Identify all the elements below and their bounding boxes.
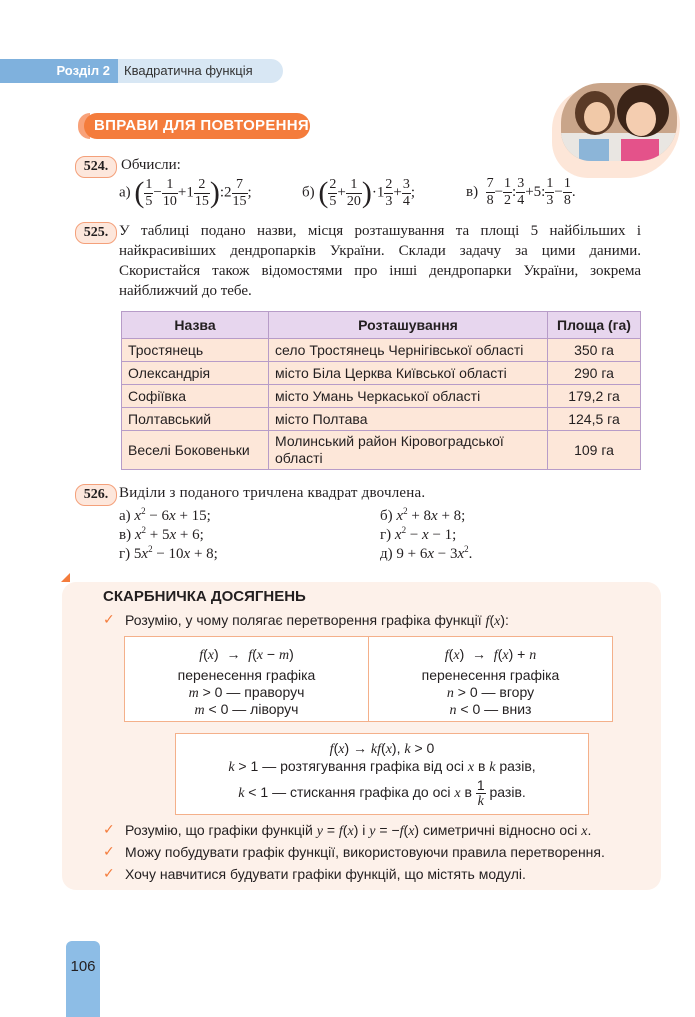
table-cell: Полтавський (122, 408, 269, 431)
column-header: Розташування (269, 312, 548, 339)
table-cell: село Тростянець Чернігівської області (269, 339, 548, 362)
exercise-526-b: б) $x^2 + 8x + 8$; (380, 506, 466, 524)
table-cell: місто Біла Церква Київської області (269, 362, 548, 385)
exercise-526-c: в) $x^2 + 5x + 6$; (119, 525, 204, 543)
check-icon: ✓ (103, 612, 115, 628)
table-cell: 109 га (548, 431, 641, 470)
check-icon: ✓ (103, 822, 115, 838)
achievement-item-4: Хочу навчитися будувати графіки функцій, що містять модулі. (125, 866, 526, 882)
exercise-526-e: г) $5x^2 - 10x + 8$; (119, 544, 218, 562)
label-b: б) (302, 184, 315, 201)
table-cell: місто Полтава (269, 408, 548, 431)
exercise-525-text: У таблиці подано назви, місця розташування та площі 5 найбільших і найкрасивіших дендропарків України. Склади задачу за цими даними. Скористайся також відомостями про інші дендропарки України, зокрема найближчий до тебе. (119, 223, 641, 299)
achievement-item-1: Розумію, у чому полягає перетворення графіка функції f(x): (125, 612, 509, 629)
label-c: в) (466, 183, 479, 200)
table-cell: 350 га (548, 339, 641, 362)
page-number-tab (66, 941, 100, 1017)
section-label: Розділ 2 (56, 63, 110, 78)
table-cell: Молинський район Кіровоградської області (269, 431, 548, 470)
topic-pill (118, 59, 283, 83)
table-cell: Олександрія (122, 362, 269, 385)
check-icon: ✓ (103, 844, 115, 860)
check-icon: ✓ (103, 866, 115, 882)
transform-stretch: f(x) → kf(x), k > 0 k > 1 — розтягування графіка від осі x в k разів, k < 1 — стискання графіка до осі x в $\frac{1}{k}$ разів. (175, 733, 589, 815)
banner-title: ВПРАВИ ДЛЯ ПОВТОРЕННЯ (94, 117, 309, 134)
table-cell: 179,2 га (548, 385, 641, 408)
table-cell: 124,5 га (548, 408, 641, 431)
dendroparks-table (121, 311, 641, 470)
exercise-526-prompt: Виділи з поданого тричлена квадрат двочлена. (119, 485, 426, 501)
exercise-526-a: а) $x^2 - 6x + 15$; (119, 506, 211, 524)
table-cell: Софіївка (122, 385, 269, 408)
transform-shift-y: f(x) → f(x) + n перенесення графіка n > 0 — вгору n < 0 — вниз (368, 636, 613, 722)
topic-label: Квадратична функція (124, 63, 253, 78)
exercise-524-number: 524. (75, 156, 117, 178)
exercise-524-b: б) ( $\frac{2}{5}$ + $\frac{1}{20}$ )·1 $\frac{2}{3}$ + $\frac{3}{4}$ ; (302, 176, 415, 209)
table-row (122, 362, 641, 385)
exercise-524-c: в) $\frac{7}{8}$ − $\frac{1}{2}$ : $\frac{3}{4}$ +5: $\frac{1}{3}$ − $\frac{1}{8}$ . (466, 176, 576, 208)
table-cell: Тростянець (122, 339, 269, 362)
transform-shift-x: f(x) → f(x − m) перенесення графіка m > 0 — праворуч m < 0 — ліворуч (124, 636, 369, 722)
students-photo (561, 83, 677, 161)
section-banner (84, 113, 310, 139)
table-row (122, 339, 641, 362)
achievements-title: СКАРБНИЧКА ДОСЯГНЕНЬ (103, 588, 306, 605)
achievement-item-3: Можу побудувати графік функції, використовуючи правила перетворення. (125, 844, 605, 860)
exercise-524-a: а) ( $\frac{1}{5}$ − $\frac{1}{10}$ +1 $\frac{2}{15}$ ):2 $\frac{7}{15}$ ; (119, 176, 252, 209)
page-number: 106 (70, 958, 96, 975)
column-header: Назва (122, 312, 269, 339)
table-cell: місто Умань Черкаської області (269, 385, 548, 408)
table-row (122, 431, 641, 470)
table-cell: Веселі Боковеньки (122, 431, 269, 470)
label-a: а) (119, 184, 131, 201)
exercise-526-f: д) $9 + 6x - 3x^2$. (380, 544, 473, 562)
exercise-525-number: 525. (75, 222, 117, 244)
achievement-item-2: Розумію, що графіки функцій y = f(x) і y = −f(x) симетричні відносно осі x. (125, 822, 592, 839)
table-cell: 290 га (548, 362, 641, 385)
exercise-526-number: 526. (75, 484, 117, 506)
table-row (122, 385, 641, 408)
section-tab (0, 59, 120, 83)
table-row (122, 408, 641, 431)
exercise-524-prompt: Обчисли: (121, 157, 181, 173)
box-corner-accent (61, 573, 70, 582)
column-header: Площа (га) (548, 312, 641, 339)
exercise-526-d: г) $x^2 - x - 1$; (380, 525, 457, 543)
